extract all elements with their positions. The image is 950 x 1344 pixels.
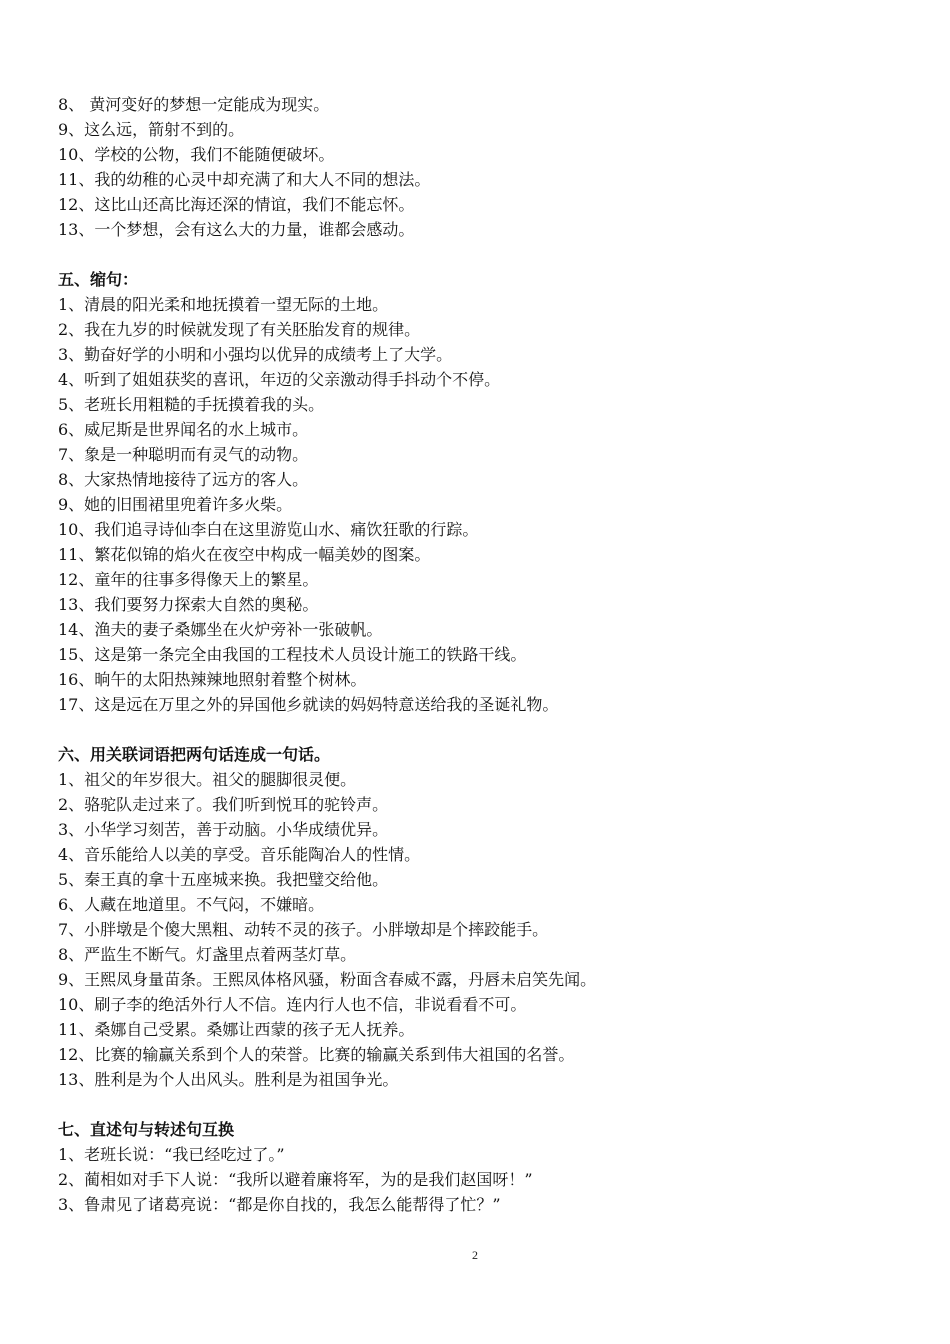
list-item: 15、这是第一条完全由我国的工程技术人员设计施工的铁路干线。 [58, 645, 527, 664]
section-heading: 五、缩句： [58, 270, 139, 289]
list-item: 14、渔夫的妻子桑娜坐在火炉旁补一张破帆。 [58, 620, 383, 639]
list-item: 6、人藏在地道里。不气闷，不嫌暗。 [58, 895, 325, 914]
list-item: 9、这么远，箭射不到的。 [58, 120, 245, 139]
list-item: 1、老班长说：“我已经吃过了。” [58, 1145, 285, 1164]
section-spacer [58, 242, 918, 267]
list-item: 3、鲁肃见了诸葛亮说：“都是你自找的，我怎么能帮得了忙？” [58, 1195, 501, 1214]
list-item: 17、这是远在万里之外的异国他乡就读的妈妈特意送给我的圣诞礼物。 [58, 695, 559, 714]
list-item: 4、音乐能给人以美的享受。音乐能陶冶人的性情。 [58, 845, 421, 864]
list-item: 12、这比山还高比海还深的情谊，我们不能忘怀。 [58, 195, 415, 214]
list-item: 7、象是一种聪明而有灵气的动物。 [58, 445, 309, 464]
section-heading: 六、用关联词语把两句话连成一句话。 [58, 745, 331, 764]
list-item: 11、桑娜自己受累。桑娜让西蒙的孩子无人抚养。 [58, 1020, 415, 1039]
list-item: 10、我们追寻诗仙李白在这里游览山水、痛饮狂歌的行踪。 [58, 520, 479, 539]
page-number: 2 [472, 1248, 478, 1262]
list-item: 1、祖父的年岁很大。祖父的腿脚很灵便。 [58, 770, 357, 789]
section-spacer [58, 717, 918, 742]
list-item: 13、胜利是为个人出风头。胜利是为祖国争光。 [58, 1070, 399, 1089]
list-item: 10、学校的公物，我们不能随便破坏。 [58, 145, 335, 164]
list-item: 8、严监生不断气。灯盏里点着两茎灯草。 [58, 945, 357, 964]
list-item: 3、勤奋好学的小明和小强均以优异的成绩考上了大学。 [58, 345, 453, 364]
list-item: 12、比赛的输赢关系到个人的荣誉。比赛的输赢关系到伟大祖国的名誉。 [58, 1045, 575, 1064]
section-7 [58, 1117, 918, 1217]
list-item: 8、大家热情地接待了远方的客人。 [58, 470, 309, 489]
list-item: 6、威尼斯是世界闻名的水上城市。 [58, 420, 309, 439]
list-item: 7、小胖墩是个傻大黑粗、动转不灵的孩子。小胖墩却是个摔跤能手。 [58, 920, 549, 939]
list-item: 5、老班长用粗糙的手抚摸着我的头。 [58, 395, 325, 414]
list-item: 4、听到了姐姐获奖的喜讯，年迈的父亲激动得手抖动个不停。 [58, 370, 501, 389]
section-spacer [58, 1092, 918, 1117]
list-item: 8、 黄河变好的梦想一定能成为现实。 [58, 95, 330, 114]
document-page [58, 92, 918, 1217]
list-item: 11、繁花似锦的焰火在夜空中构成一幅美妙的图案。 [58, 545, 431, 564]
list-item: 5、秦王真的拿十五座城来换。我把璧交给他。 [58, 870, 389, 889]
section-heading: 七、直述句与转述句互换 [58, 1120, 235, 1139]
list-item: 13、我们要努力探索大自然的奥秘。 [58, 595, 319, 614]
list-item: 9、王熙凤身量苗条。王熙凤体格风骚，粉面含春威不露，丹唇未启笑先闻。 [58, 970, 597, 989]
section-4-continued [58, 92, 918, 242]
list-item: 16、晌午的太阳热辣辣地照射着整个树林。 [58, 670, 367, 689]
list-item: 3、小华学习刻苦，善于动脑。小华成绩优异。 [58, 820, 389, 839]
list-item: 9、她的旧围裙里兜着许多火柴。 [58, 495, 293, 514]
list-item: 10、刷子李的绝活外行人不信。连内行人也不信，非说看看不可。 [58, 995, 527, 1014]
list-item: 2、蔺相如对手下人说：“我所以避着廉将军，为的是我们赵国呀！” [58, 1170, 533, 1189]
list-item: 12、童年的往事多得像天上的繁星。 [58, 570, 319, 589]
section-5 [58, 267, 918, 717]
list-item: 13、一个梦想，会有这么大的力量，谁都会感动。 [58, 220, 415, 239]
list-item: 2、骆驼队走过来了。我们听到悦耳的驼铃声。 [58, 795, 389, 814]
list-item: 11、我的幼稚的心灵中却充满了和大人不同的想法。 [58, 170, 431, 189]
list-item: 1、清晨的阳光柔和地抚摸着一望无际的土地。 [58, 295, 389, 314]
section-6 [58, 742, 918, 1092]
list-item: 2、我在九岁的时候就发现了有关胚胎发育的规律。 [58, 320, 421, 339]
